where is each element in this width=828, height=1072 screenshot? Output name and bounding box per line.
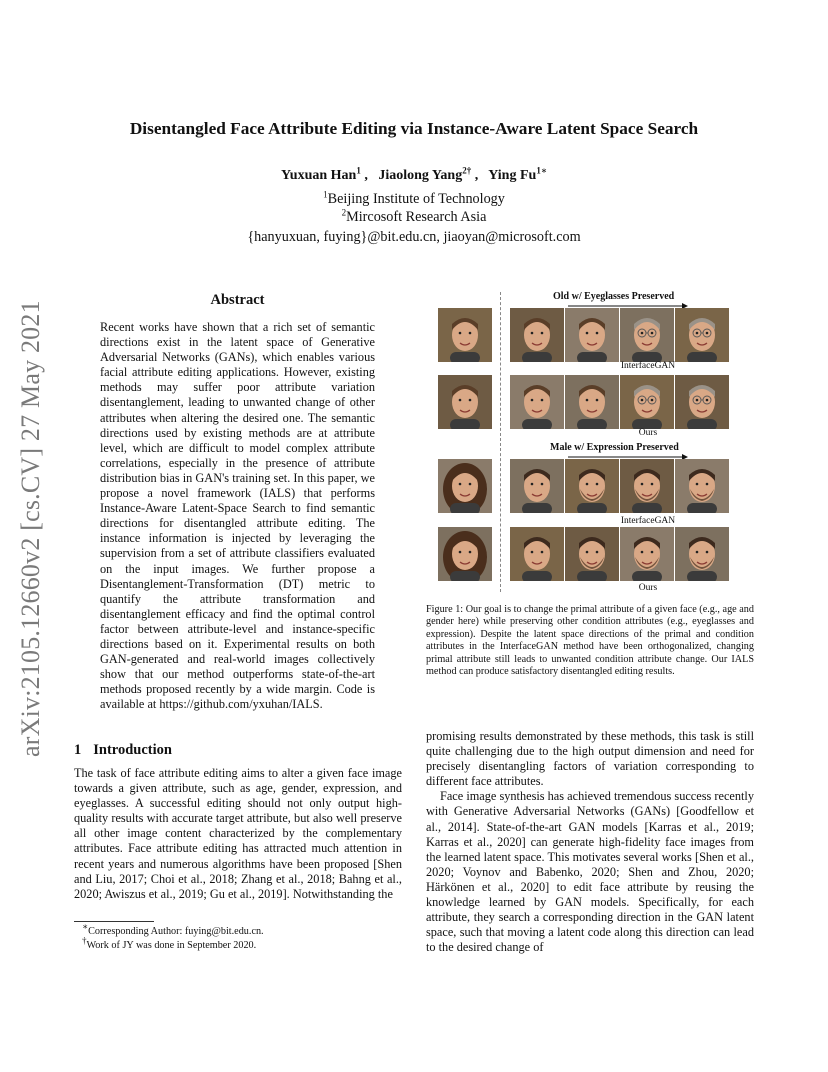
abstract-text: Recent works have shown that a rich set of semantic directions exist in the latent space of Generative Adversarial Networks (GANs), which enables various facial attribute editing applications. However, existing methods may suffer poor attribute variation disentanglement, leading to unwanted change of other attributes when altering the desired one. The semantic directions used by existing methods are at attribute level, which are difficult to model complex attribute correlations, especially in the presence of attribute distribution bias in GAN's training set. In this paper, we propose a novel framework (IALS) that performs Instance-Aware Latent-Space Search to find semantic directions for disentangled attribute editing. The instance information is injected by leveraging the supervision from a set of attribute classifiers evaluated on the input images. We further propose a Disentanglement-Transformation (DT) metric to quantify the attribute transformation and disentanglement efficacy and find the optimal control factor between attribute-level and instance-specific directions based on it. Experimental results on both GAN-generated and real-world images collectively show that our method outperforms state-of-the-art methods proposed recently by a wide margin. Code is available at https://github.com/yxuhan/IALS. — [100, 320, 375, 712]
author-list: Yuxuan Han$^1$ , Jiaolong Yang$^{2\dagger}$ , Ying $Fu^{1∗}$ — [280, 165, 548, 183]
affiliation — [0, 209, 828, 226]
edited-face-image — [565, 375, 619, 429]
edited-face-image — [510, 308, 564, 362]
edited-face-image — [620, 459, 674, 513]
footnote-text: Corresponding Author: fuying@bit.edu.cn. — [88, 926, 264, 937]
affiliation-mark: 1 — [323, 189, 328, 200]
arxiv-stamp: arXiv:2105.12660v2 [cs.CV] 27 May 2021 — [16, 300, 45, 757]
row-label: Ours — [638, 428, 658, 438]
edited-face-image — [675, 308, 729, 362]
author-emails: {hanyuxuan, fuying}@bit.edu.cn, jiaoyan@microsoft.com — [247, 229, 581, 245]
edited-face-image — [510, 375, 564, 429]
paragraph: Face image synthesis has achieved tremendous success recently with Generative Adversarial Networks (GANs) [Goodfellow et al., 2014]. State-of-the-art GAN models [Karras et al., 2019; Karras et al., 2020] can generate high-fidelity face images from the learned latent space. This motivates several works [Shen et al., 2020; Voynov and Babenko, 2020; Shen and Zhou, 2020; Härkönen et al., 2020] to edit face attribute by reusing the knowledge learned by GAN models. Specifically, for each attribute, they search a corresponding direction in the GAN latent space, such that moving a latent code along this direction can lead to the desired change of — [426, 789, 754, 955]
footnote-text: Work of JY was done in September 2020. — [86, 939, 257, 951]
section-heading — [74, 742, 172, 759]
edited-face-image — [675, 459, 729, 513]
author-mark: 1 — [356, 165, 361, 176]
author-name: Jiaolong Yang — [378, 168, 463, 183]
edited-face-image — [620, 308, 674, 362]
edited-face-image — [510, 527, 564, 581]
row-label: InterfaceGAN — [620, 361, 676, 371]
edited-face-image — [565, 459, 619, 513]
author-name: Yuxuan Han — [280, 168, 357, 183]
author-mark: 1∗ — [536, 165, 548, 176]
intro-right-column — [426, 729, 754, 955]
row-label: Ours — [638, 583, 658, 593]
edited-face-image — [675, 527, 729, 581]
edited-face-image — [620, 375, 674, 429]
affiliation-mark: 2 — [341, 207, 347, 218]
edited-face-image — [510, 459, 564, 513]
section-title: Introduction — [93, 742, 172, 758]
affiliation-text: Mircosoft Research Asia — [346, 209, 487, 225]
input-face-image — [438, 527, 492, 581]
footnote-mark: † — [82, 935, 87, 946]
footnote-mark: ∗ — [82, 921, 89, 932]
figure-1 — [438, 289, 738, 593]
abstract-heading: Abstract — [210, 292, 265, 308]
input-face-image — [438, 308, 492, 362]
affiliation — [0, 191, 828, 208]
footnotes — [82, 921, 264, 952]
section-number: 1 — [74, 742, 82, 758]
paragraph: The task of face attribute editing aims to alter a given face image towards a given attribute, such as age, gender, expression, and eyeglasses. A successful editing should not only output high-quality results with accurate target attribute, but also well preserve all other image content characterized by the complementary attributes. Face attribute editing has attracted much attention in recent years and numerous algorithms have been proposed [Shen and Liu, 2017; Choi et al., 2018; Zhang et al., 2018; Bahng et al., 2020; Awiszus et al., 2019; Gu et al., 2019]. Notwithstanding the — [74, 766, 402, 901]
edited-face-image — [620, 527, 674, 581]
figure-top-heading: Old w/ Eyeglasses Preserved — [553, 291, 675, 302]
footnote — [82, 921, 264, 939]
intro-left-column — [74, 766, 402, 902]
figure-caption: Figure 1: Our goal is to change the primal attribute of a given face (e.g., age and gender here) while preserving other condition attributes (e.g., eyeglasses and expression). Despite the latent space directions of the primal and condition attributes in the InterfaceGAN method have been orthogonalized, changing primal attribute still leads to unwanted condition attribute change. Our IALS method can produce satisfactory disentangled editing results. — [426, 604, 754, 678]
figure-bottom-heading: Male w/ Expression Preserved — [550, 442, 679, 453]
affiliation-text: Beijing Institute of Technology — [327, 191, 505, 207]
edited-face-image — [675, 375, 729, 429]
author-mark: 2† — [462, 165, 472, 176]
edited-face-image — [565, 308, 619, 362]
input-face-image — [438, 459, 492, 513]
paragraph: promising results demonstrated by these methods, this task is still quite challenging due to the high output dimension and need for precisely disentangling factors of variation corresponding to different face attributes. — [426, 729, 754, 789]
paper-title: Disentangled Face Attribute Editing via Instance-Aware Latent Space Search — [129, 119, 699, 138]
row-label: InterfaceGAN — [620, 516, 676, 526]
author-name: Ying Fu — [488, 168, 537, 183]
input-face-image — [438, 375, 492, 429]
footnote — [82, 935, 264, 953]
edited-face-image — [565, 527, 619, 581]
